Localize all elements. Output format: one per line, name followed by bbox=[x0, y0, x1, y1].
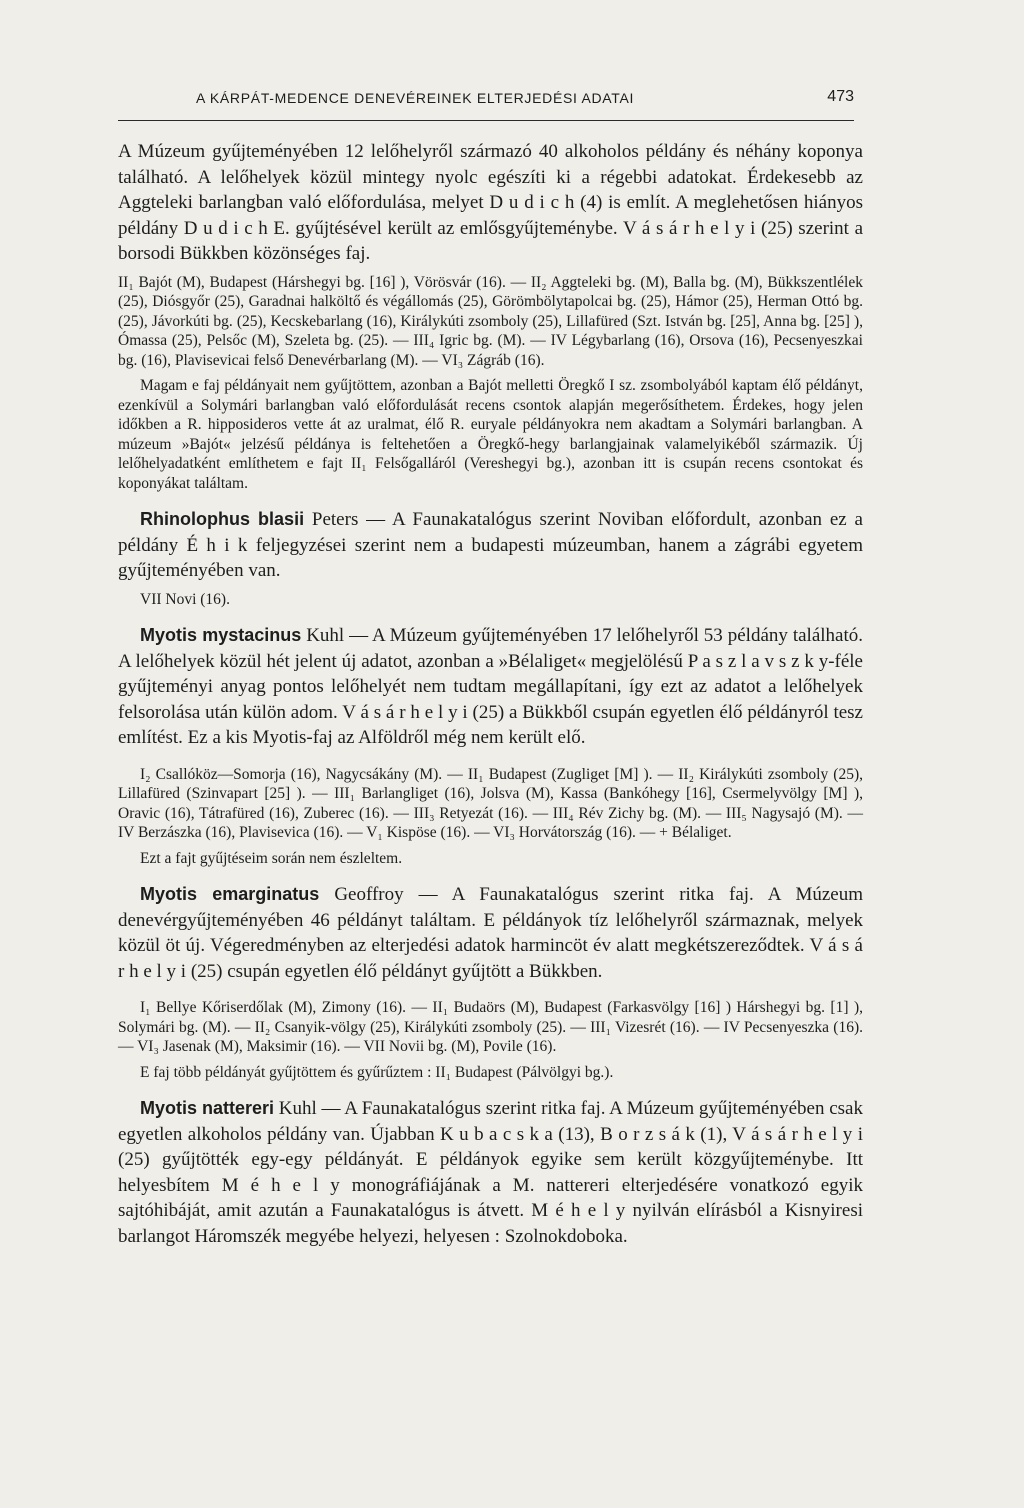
species-name: Myotis nattereri bbox=[140, 1098, 275, 1118]
page-header bbox=[118, 88, 854, 121]
running-title: A KÁRPÁT-MEDENCE DENEVÉREINEK ELTERJEDÉSI ADATAI bbox=[196, 90, 635, 106]
species-entry bbox=[118, 507, 863, 584]
species-name: Rhinolophus blasii bbox=[140, 509, 305, 529]
species-name: Myotis mystacinus bbox=[140, 625, 302, 645]
locality-list: VII Novi (16). bbox=[140, 590, 230, 608]
paragraph-notes: Ezt a fajt gyűjtéseim során nem észleltem. bbox=[140, 849, 403, 867]
locality-list: I₂ Csallóköz—Somorja (16), Nagycsákány (M). — II₁ Budapest (Zugliget [M] ). — II₂ Királykúti zsomboly (25), Lillafüred (Szinvapart [25] ). — III₁ Barlangliget (16), Jolsva (M), Kassa (Bankóhegy [16], Csermelyvölgy [M] ), Oravic (16), Tátrafüred (16), Zuberec (16). — III₃ Retyezát (16). — III₄ Rév Zichy bg. (M). — III₅ Nagysajó (M). — IV Berzászka (16), Plavisevica (16). — V₁ Kispöse (16). — VI₃ Horvátország (16). — + Bélaliget. bbox=[118, 765, 863, 841]
species-entry bbox=[118, 882, 863, 984]
paragraph-notes: Magam e faj példányait nem gyűjtöttem, azonban a Bajót melletti Öregkő I sz. zsombolyából kaptam élő példányt, ezenkívül a Solymári barlangban való előfordulását recens csontok alapján megerősíthetem. Érdekes, hogy jelen időkben a R. hipposideros vette át az uralmat, élő R. euryale példányokra nem akadtam a Solymári barlangban. A múzeum »Bajót« jelzésű példánya is feltehetően a Öregkő-hegy barlangjainak valamelyikéből származik. Új lelőhelyadatként említhetem e fajt II₁ Felsőgalláról (Vereshegyi bg.), azonban itt is csupán recens csontokat és koponyákat találtam. bbox=[118, 377, 863, 492]
species-entry bbox=[118, 623, 863, 751]
article-body bbox=[118, 139, 863, 1249]
species-text: Peters — A Faunakatalógus szerint Noviban előfordult, azonban ez a példány É h i k feljegyzései szerint nem a budapesti múzeumban, hanem a zágrábi egyetem gyűjteményében van. bbox=[118, 509, 863, 581]
page-number: 473 bbox=[827, 88, 854, 105]
species-text: Geoffroy — A Faunakatalógus szerint ritka faj. A Múzeum denevérgyűjteményében 46 példányt találtam. E példányok tíz lelőhelyről származnak, melyek közül öt új. Végeredményben az elterjedési adatok harmincöt év alatt megkétszereződtek. V á s á r h e l y i (25) csupán egyetlen élő példányt gyűjtött a Bükkben. bbox=[118, 884, 863, 982]
species-text: Kuhl — A Faunakatalógus szerint ritka faj. A Múzeum gyűjteményében csak egyetlen alkoholos példány van. Újabban K u b a c s k a (13), B o r z s á k (1), V á s á r h e l y i (25) gyűjtötték egy-egy példányát. E példányok egyike sem került közgyűjteménybe. Itt helyesbítem M é h e l y monográfiájának a M. nattereri elterjedésére vonatkozó egyik sajtóhibáját, amit azután a Faunakatalógus is átvett. M é h e l y nyilván elírásból a Kisnyiresi barlangot Háromszék megyébe helyezi, helyesen : Szolnokdoboka. bbox=[118, 1098, 863, 1247]
species-name: Myotis emarginatus bbox=[140, 884, 320, 904]
species-entry bbox=[118, 1096, 863, 1249]
locality-list: I₁ Bellye Kőriserdőlak (M), Zimony (16). — II₁ Budaörs (M), Budapest (Farkasvölgy [16] ) Hárshegyi bg. [1] ), Solymári bg. (M). — II₂ Csanyik-völgy (25), Királykúti zsomboly (25). — III₁ Vizesrét (16). — IV Pecsenyeszka (16). — VI₃ Jasenak (M), Maksimir (16). — VII Novii bg. (M), Povile (16). bbox=[118, 999, 863, 1055]
paragraph-intro: A Múzeum gyűjteményében 12 lelőhelyről származó 40 alkoholos példány és néhány koponya található. A lelőhelyek közül mintegy nyolc egészíti ki a régebbi adatokat. Érdekesebb az Aggteleki barlangban való előfordulása, melyet D u d i c h (4) is említ. A meglehetősen hiányos példány D u d i c h E. gyűjtésével került az emlősgyűjteménybe. V á s á r h e l y i (25) szerint a borsodi Bükkben közönséges faj. bbox=[118, 141, 863, 264]
paragraph-notes: E faj több példányát gyűjtöttem és gyűrűztem : II₁ Budapest (Pálvölgyi bg.). bbox=[140, 1063, 614, 1081]
species-text: Kuhl — A Múzeum gyűjteményében 17 lelőhelyről 53 példány található. A lelőhelyek közül hét jelent új adatot, azonban a »Bélaliget« megjelölésű P a s z l a v s z k y-féle gyűjteményi anyag pontos lelőhelyét nem tudtam megállapítani, így ezt az adatot a lelőhelyek felsorolása után külön adom. V á s á r h e l y i (25) a Bükkből csupán egyetlen élő példányról tesz említést. Ez a kis Myotis-faj az Alföldről még nem került elő. bbox=[118, 625, 863, 748]
locality-list: II₁ Bajót (M), Budapest (Hárshegyi bg. [16] ), Vörösvár (16). — II₂ Aggteleki bg. (M), Balla bg. (M), Bükkszentlélek (25), Diósgyőr (25), Garadnai halköltő és végállomás (25), Görömbölytapolcai bg. (25), Hámor (25), Herman Ottó bg. (25), Jávorkúti bg. (25), Kecskebarlang (16), Királykúti zsomboly (25), Lillafüred (Szt. István bg. [25], Anna bg. [25] ), Ómassa (25), Pelsőc (M), Szeleta bg. (25). — III₄ Igric bg. (M). — IV Légybarlang (16), Orsova (16), Pecsenyeszkai bg. (16), Plavisevicai felső Denevérbarlang (M). — VI₃ Zágráb (16). bbox=[118, 273, 863, 369]
